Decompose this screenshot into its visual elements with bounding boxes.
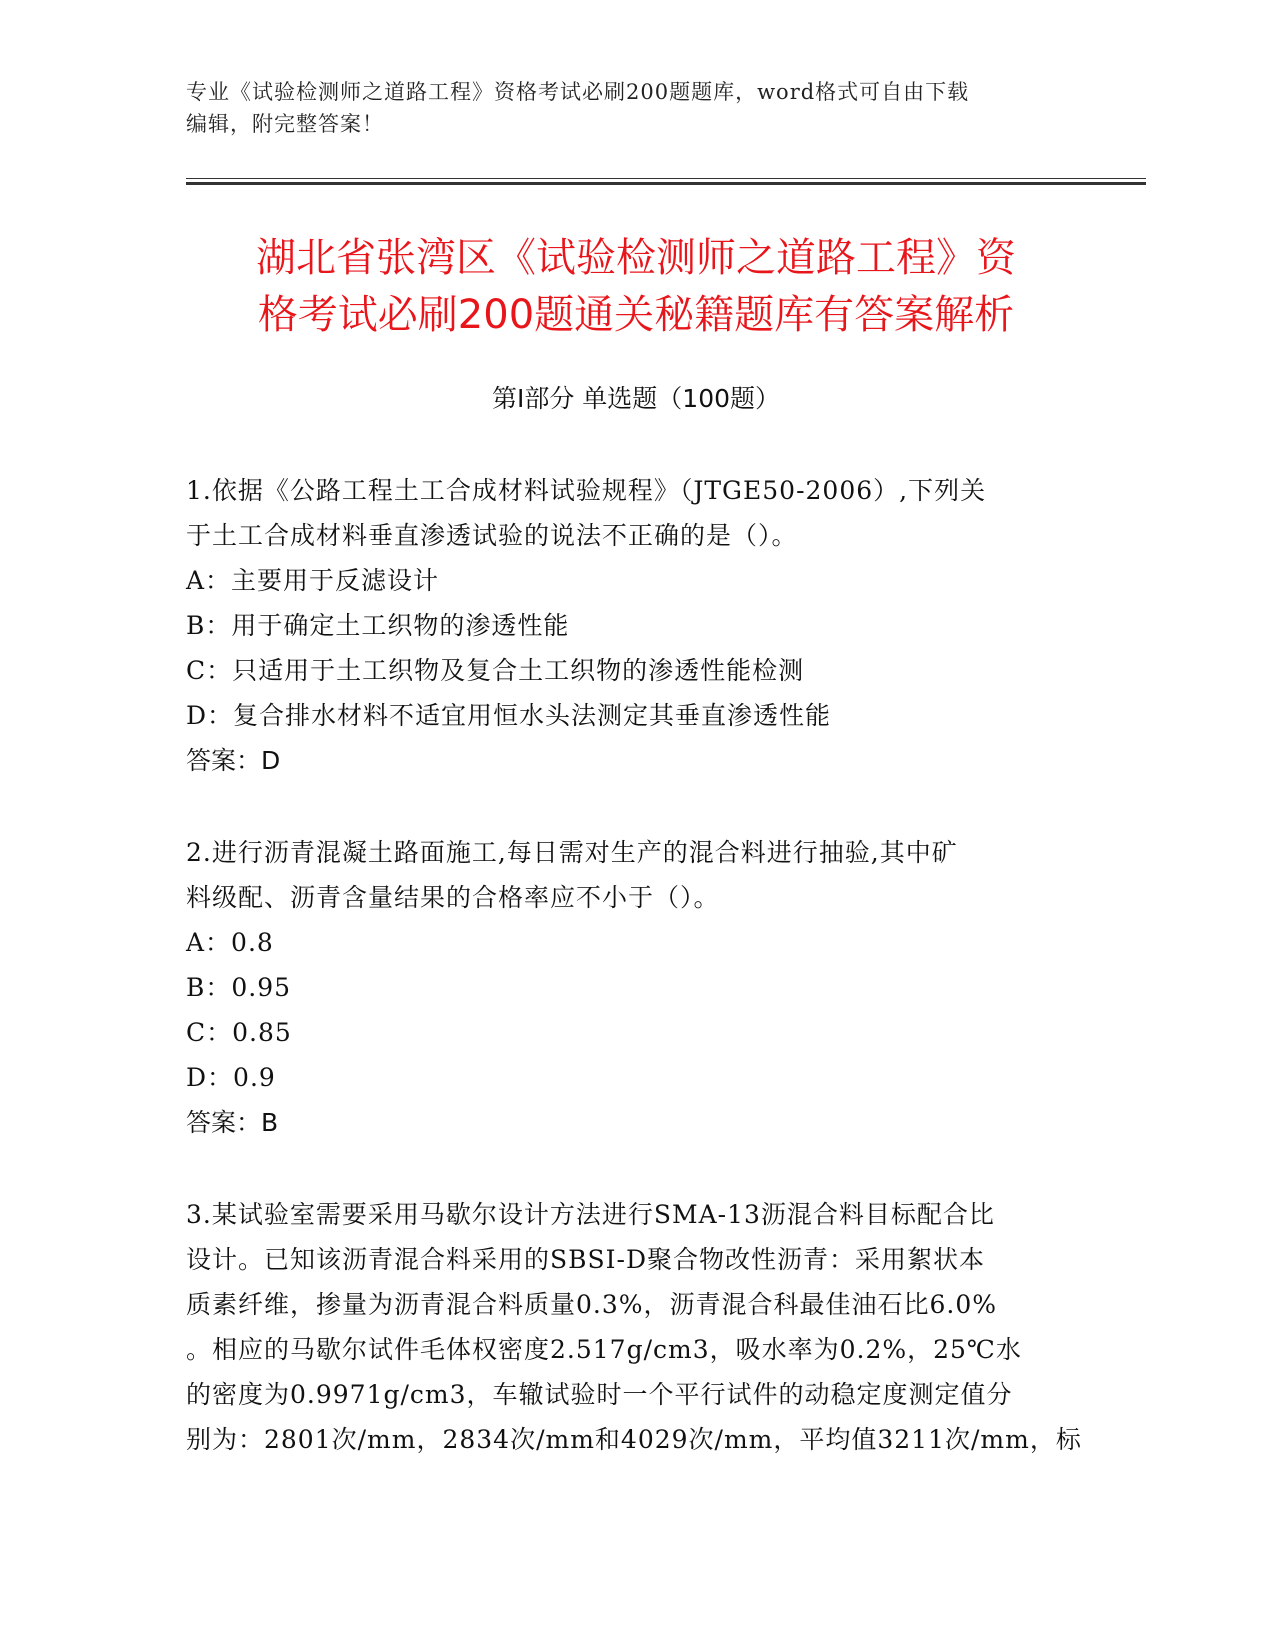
header-divider-thick [186, 182, 1146, 185]
option-b: B：用于确定土工织物的渗透性能 [186, 611, 570, 640]
option-c: C：0.85 [186, 1018, 292, 1047]
option-d: D：0.9 [186, 1063, 276, 1092]
document-title-line: 湖北省张湾区《试验检测师之道路工程》资 [256, 235, 1016, 281]
question-text-line: 于土工合成材料垂直渗透试验的说法不正确的是（）。 [186, 521, 798, 550]
header-divider-thin [186, 178, 1146, 179]
question-1 [186, 468, 1076, 783]
question-text-line: 质素纤维，掺量为沥青混合料质量0.3%，沥青混合科最佳油石比6.0% [186, 1290, 998, 1319]
option-a: A：0.8 [186, 928, 274, 957]
question-3 [186, 1192, 1082, 1462]
header-note-line: 专业《试验检测师之道路工程》资格考试必刷200题题库，word格式可自由下载 [186, 80, 970, 104]
option-c: C：只适用于土工织物及复合土工织物的渗透性能检测 [186, 656, 805, 685]
document-title-line: 格考试必刷200题通关秘籍题库有答案解析 [257, 292, 1015, 338]
option-a: A：主要用于反滤设计 [186, 566, 440, 595]
header-note [186, 76, 1066, 140]
question-text-line: 设计。已知该沥青混合料采用的SBSI-D聚合物改性沥青：采用絮状本 [186, 1245, 985, 1274]
question-text-line: 。相应的马歇尔试件毛体权密度2.517g/cm3，吸水率为0.2%，25℃水 [186, 1335, 1022, 1364]
header-note-line: 编辑，附完整答案！ [186, 112, 384, 136]
option-d: D：复合排水材料不适宜用恒水头法测定其垂直渗透性能 [186, 701, 832, 730]
question-text-line: 3.某试验室需要采用马歇尔设计方法进行SMA-13沥混合料目标配合比 [186, 1200, 995, 1229]
question-text-line: 的密度为0.9971g/cm3，车辙试验时一个平行试件的动稳定度测定值分 [186, 1380, 1013, 1409]
answer: 答案：B [186, 1108, 279, 1137]
question-text-line: 2.进行沥青混凝土路面施工,每日需对生产的混合料进行抽验,其中矿 [186, 838, 958, 867]
document-title [186, 230, 1086, 344]
question-text-line: 料级配、沥青含量结果的合格率应不小于（）。 [186, 883, 720, 912]
question-text-line: 1.依据《公路工程土工合成材料试验规程》（JTGE50-2006）,下列关 [186, 476, 987, 505]
option-b: B：0.95 [186, 973, 292, 1002]
answer: 答案：D [186, 746, 281, 775]
question-text-line: 别为：2801次/mm，2834次/mm和4029次/mm，平均值3211次/mm，标 [186, 1425, 1082, 1454]
section-title: 第Ⅰ部分 单选题（100题） [491, 384, 781, 413]
question-2 [186, 830, 1076, 1145]
